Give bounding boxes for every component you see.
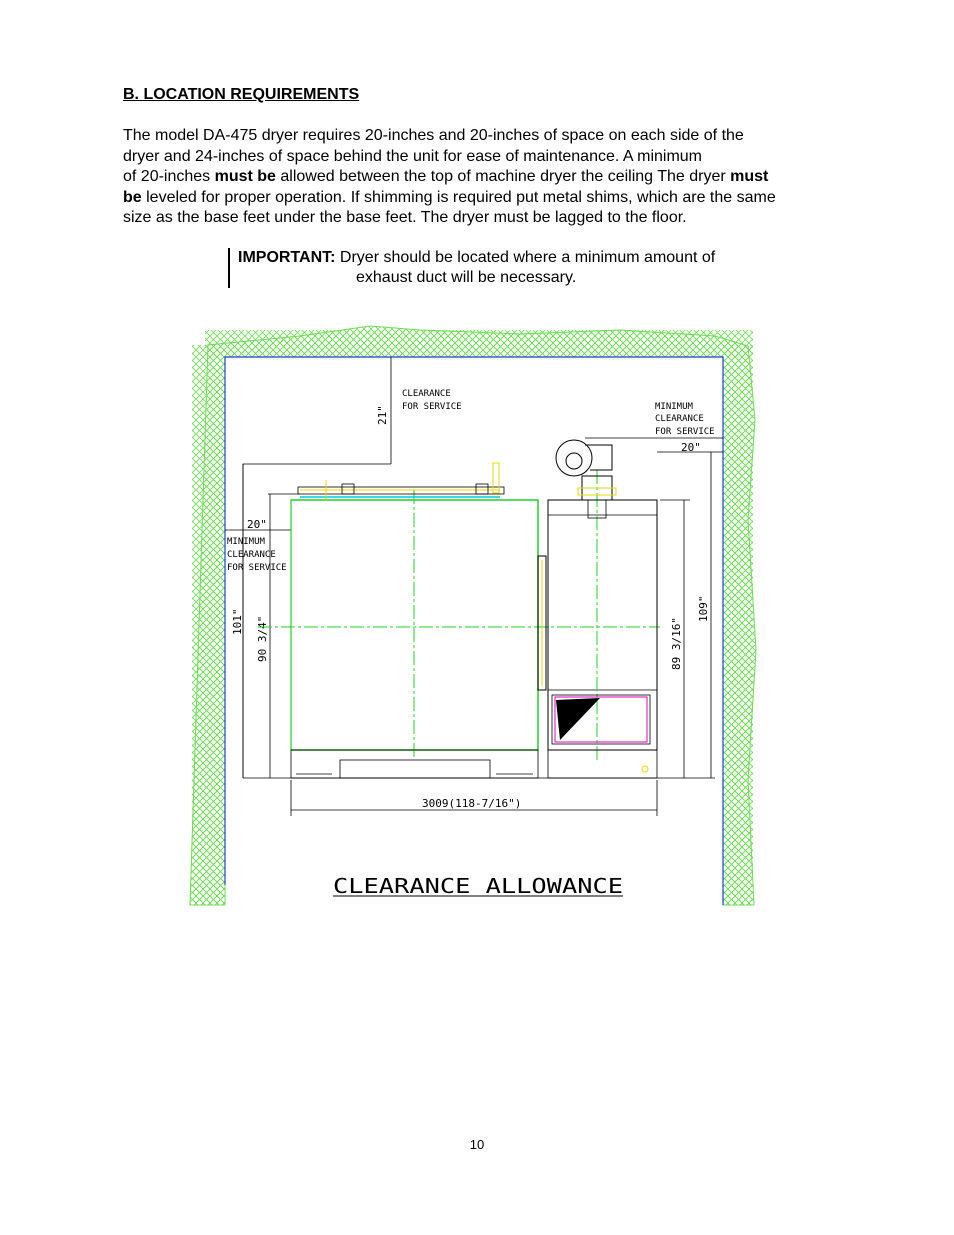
- line3-bold: must be: [214, 168, 276, 185]
- exhaust-fan-inner: [566, 453, 582, 469]
- dim-90-label: 90 3/4": [256, 615, 269, 662]
- clearance-right-line-2: CLEARANCE: [655, 414, 704, 424]
- paragraph-line-2: dryer and 24-inches of space behind the unit for ease of maintenance. A minimum: [123, 147, 703, 165]
- clearance-top-line-1: CLEARANCE: [402, 389, 451, 399]
- paragraph-line-1: The model DA-475 dryer requires 20-inches and 20-inches of space on each side of the: [123, 127, 744, 144]
- clearance-left-line-2: CLEARANCE: [227, 550, 276, 560]
- dim-21-label: 21": [376, 405, 389, 425]
- paragraph-line-5: size as the base feet under the base feet. The dryer must be lagged to the floor.: [123, 209, 687, 226]
- wall-hatch: [190, 326, 756, 905]
- side-base: [548, 750, 657, 778]
- clearance-left-line-1: MINIMUM: [227, 537, 265, 547]
- rail-bracket-right: [476, 484, 488, 494]
- rail-post: [493, 463, 499, 493]
- line3-bold-2: must: [730, 168, 769, 185]
- important-text-1: Dryer should be located where a minimum amount of: [335, 249, 716, 266]
- base-plinth: [340, 760, 490, 778]
- dim-101-label: 101": [231, 608, 244, 635]
- side-base-marker: [642, 766, 648, 772]
- dim-109-label: 109": [697, 595, 710, 622]
- drawing-caption: CLEARANCE ALLOWANCE: [333, 874, 623, 898]
- line4-post: leveled for proper operation. If shimming is required put metal shims, which are the same: [141, 188, 776, 206]
- clearance-left-line-3: FOR SERVICE: [227, 563, 287, 573]
- hatch-left-strip: [192, 345, 225, 905]
- rail-bracket-left: [342, 484, 354, 494]
- important-text-2: exhaust duct will be necessary.: [356, 269, 577, 286]
- hatch-right-strip: [723, 345, 753, 905]
- section-heading: B. LOCATION REQUIREMENTS: [123, 86, 360, 103]
- wall-outline: [225, 357, 723, 905]
- dim-left-20-label: 20": [247, 518, 267, 531]
- line3-pre: of 20-inches: [123, 168, 215, 185]
- clearance-right-line-3: FOR SERVICE: [655, 427, 715, 437]
- page-number: 10: [469, 1137, 485, 1152]
- clearance-right-line-1: MINIMUM: [655, 402, 693, 412]
- hatch-top-strip: [205, 330, 753, 357]
- important-label: IMPORTANT:: [238, 249, 336, 266]
- line4-bold: be: [123, 188, 142, 206]
- dim-width-label: 3009(118-7/16"): [422, 797, 522, 810]
- dim-89-label: 89 3/16": [670, 617, 683, 670]
- lint-drawer-shade: [556, 698, 600, 740]
- dim-right-20-label: 20": [681, 441, 701, 454]
- clearance-top-line-2: FOR SERVICE: [402, 402, 462, 412]
- line3-post: allowed between the top of machine dryer the ceiling The dryer: [275, 168, 731, 185]
